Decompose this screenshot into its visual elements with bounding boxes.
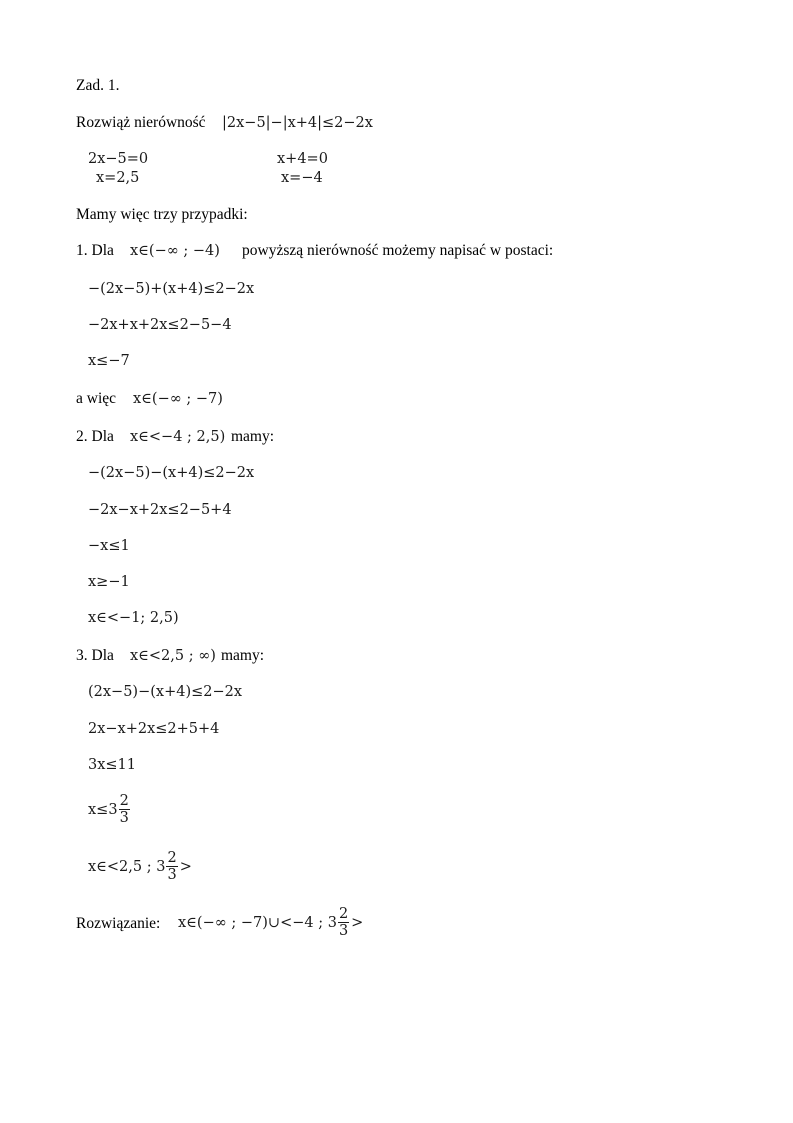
solution-label: Rozwiązanie: xyxy=(76,915,161,932)
case3-step-fraction xyxy=(88,793,132,826)
case2-interval: x∈<−4 ; 2,5) xyxy=(130,429,226,445)
zero-left-solution: x=2,5 xyxy=(96,170,140,186)
case2-step: −2x−x+2x≤2−5+4 xyxy=(88,502,232,518)
case3-prefix: 3. Dla xyxy=(76,647,114,664)
case3-step: 3x≤11 xyxy=(88,757,137,773)
case3-step: 2x−x+2x≤2+5+4 xyxy=(88,721,220,737)
zero-right-equation: x+4=0 xyxy=(277,151,328,167)
case2-step: −(2x−5)−(x+4)≤2−2x xyxy=(88,465,255,481)
case1-step: −(2x−5)+(x+4)≤2−2x xyxy=(88,281,255,297)
case1-suffix: powyższą nierówność możemy napisać w postaci: xyxy=(242,242,554,259)
solution-prefix: x∈(−∞ ; −7)∪<−4 ; 3 xyxy=(178,914,337,931)
solution-expression xyxy=(178,906,363,939)
case3-suffix: mamy: xyxy=(221,647,265,664)
case1-step: x≤−7 xyxy=(88,353,130,369)
task-heading: Zad. 1. xyxy=(76,77,120,94)
fraction-denominator: 3 xyxy=(338,923,349,939)
case1-conclusion: x∈(−∞ ; −7) xyxy=(133,391,223,407)
case2-prefix: 2. Dla xyxy=(76,428,114,445)
task-label: Rozwiąż nierówność xyxy=(76,114,206,131)
case2-suffix: mamy: xyxy=(231,428,275,445)
case2-step: −x≤1 xyxy=(88,538,130,554)
case1-prefix: 1. Dla xyxy=(76,242,114,259)
case3-interval: x∈<2,5 ; ∞) xyxy=(130,648,216,664)
cases-intro: Mamy więc trzy przypadki: xyxy=(76,206,248,223)
case3-step: (2x−5)−(x+4)≤2−2x xyxy=(88,684,243,700)
solution-suffix: > xyxy=(351,914,364,931)
case1-conclusion-label: a więc xyxy=(76,390,117,407)
fraction-numerator: 2 xyxy=(119,793,129,809)
zero-right-solution: x=−4 xyxy=(281,170,323,186)
fraction xyxy=(166,850,177,883)
fraction xyxy=(338,906,349,939)
case2-step: x∈<−1; 2,5) xyxy=(88,610,179,626)
task-inequality: |2x−5|−|x+4|≤2−2x xyxy=(222,115,373,131)
case3-step4-prefix: x≤3 xyxy=(88,801,118,818)
fraction-denominator: 3 xyxy=(119,810,129,826)
case3-result xyxy=(88,850,192,883)
case3-step5-prefix: x∈<2,5 ; 3 xyxy=(88,858,166,875)
fraction-numerator: 2 xyxy=(167,850,177,866)
case1-interval: x∈(−∞ ; −4) xyxy=(130,243,220,259)
fraction-numerator: 2 xyxy=(338,906,349,922)
fraction xyxy=(119,793,130,826)
case3-step5-suffix: > xyxy=(179,858,192,875)
zero-left-equation: 2x−5=0 xyxy=(88,151,149,167)
case2-step: x≥−1 xyxy=(88,574,130,590)
fraction-denominator: 3 xyxy=(167,867,177,883)
case1-step: −2x+x+2x≤2−5−4 xyxy=(88,317,232,333)
